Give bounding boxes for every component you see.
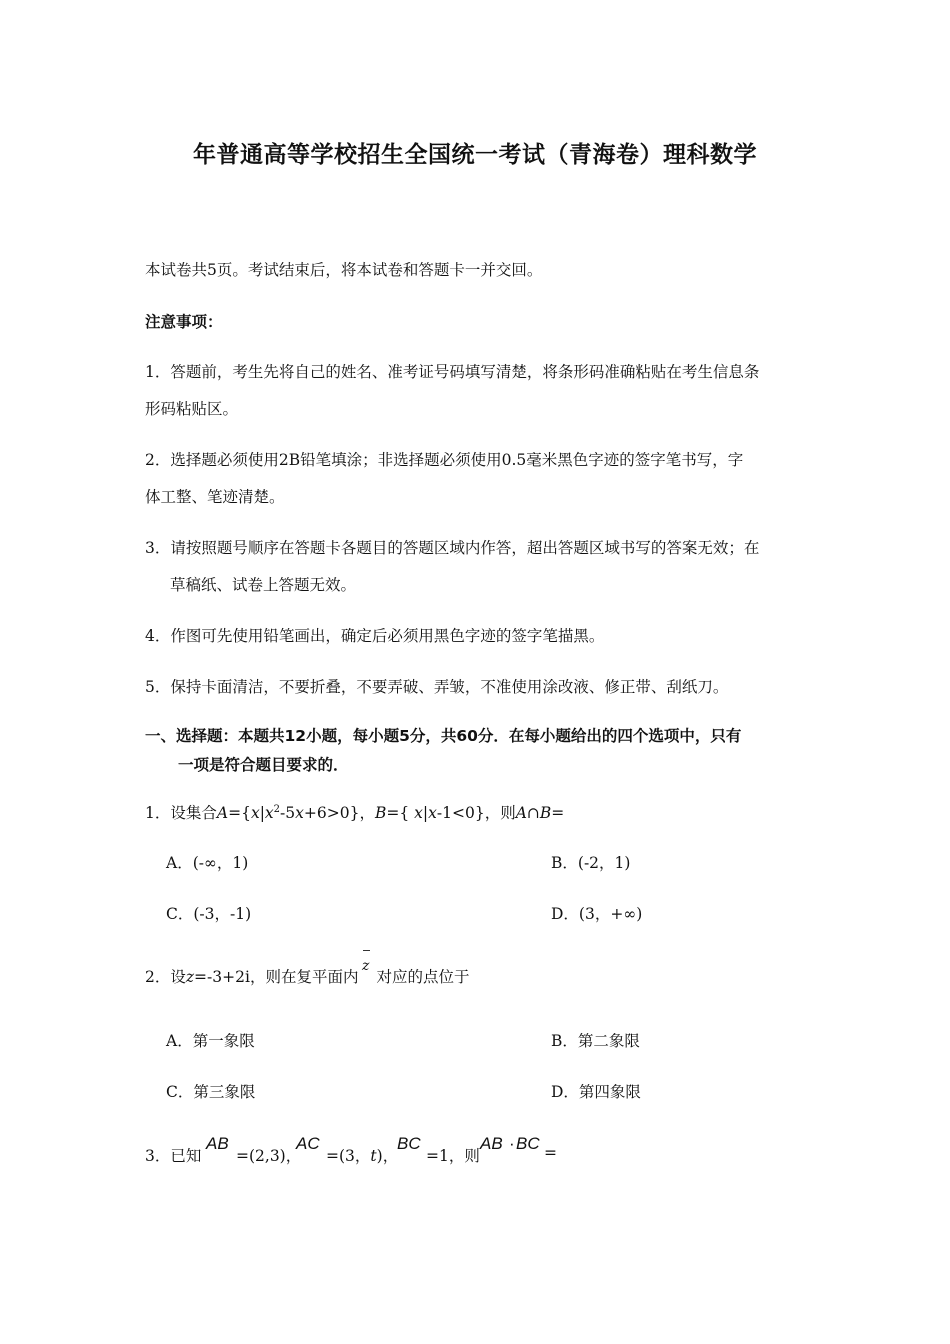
q3-value-ab: =(2,3)， [236, 1147, 302, 1165]
q3-value-ac [326, 1144, 398, 1166]
q1-exponent: 2 [273, 803, 281, 815]
q3-vector-bc: BC [397, 1134, 421, 1153]
q1-var: x [264, 804, 274, 822]
q1-text: | [259, 804, 265, 822]
q3-value-bc: =1，则 [426, 1147, 480, 1165]
q3-dot: · [509, 1134, 515, 1153]
note-1-line2: 形码粘贴区。 [145, 400, 239, 418]
q3-vector-ab: AB [206, 1134, 229, 1153]
section-1-heading-line2: 一项是符合题目要求的． [178, 756, 349, 774]
q1-intersection: A∩B [515, 804, 552, 822]
q2-var-z: z [185, 968, 195, 986]
q1-text: ={ [386, 804, 410, 822]
q2-text: 对应的点位于 [376, 968, 470, 986]
q1-text: -5 [280, 804, 296, 822]
q3-vector-ac: AC [296, 1134, 320, 1153]
exam-title: 年普通高等学校招生全国统一考试（青海卷）理科数学 [193, 142, 757, 168]
q2-option-b: B．第二象限 [551, 1032, 640, 1050]
q1-var: x [250, 804, 260, 822]
question-2 [145, 965, 469, 987]
q2-option-a: A．第一象限 [166, 1032, 255, 1050]
note-3-line1: 3．请按照题号顺序在答题卡各题目的答题区域内作答，超出答题区域书写的答案无效；在 [145, 539, 760, 557]
q3-vector-ab-2: AB [480, 1134, 503, 1153]
note-2-line1: 2．选择题必须使用2B铅笔填涂；非选择题必须使用0.5毫米黑色字迹的签字笔书写，字 [145, 451, 744, 469]
q2-conjugate-z [362, 958, 369, 974]
q1-option-b: B．(-2，1) [551, 854, 631, 872]
q3-vector-bc-2: BC [516, 1134, 540, 1153]
q2-conjugate-z-letter: z [362, 958, 370, 974]
q2-option-d: D．第四象限 [551, 1083, 641, 1101]
note-2-line2: 体工整、笔迹清楚。 [145, 488, 285, 506]
q1-option-c: C．(-3，-1) [166, 905, 252, 923]
q2-prefix: 2．设 [145, 968, 186, 986]
q3-prefix: 3．已知 [145, 1147, 202, 1165]
note-4: 4．作图可先使用铅笔画出，确定后必须用黑色字迹的签字笔描黑。 [145, 627, 605, 645]
note-1-line1: 1．答题前，考生先将自己的姓名、准考证号码填写清楚，将条形码准确粘贴在考生信息条 [145, 363, 760, 381]
q2-option-c: C．第三象限 [166, 1083, 256, 1101]
intro-text: 本试卷共5页。考试结束后，将本试卷和答题卡一并交回。 [145, 261, 543, 279]
note-5: 5．保持卡面清洁，不要折叠，不要弄破、弄皱，不准使用涂改液、修正带、刮纸刀。 [145, 678, 729, 696]
q3-equals: = [544, 1144, 557, 1162]
q1-var: x [414, 804, 423, 822]
q1-text: ={ [228, 804, 251, 822]
q3-text: =(3， [326, 1147, 371, 1165]
q1-text: = [551, 804, 565, 822]
q2-text: =-3+2i，则在复平面内 [194, 968, 359, 986]
q3-text: )， [376, 1147, 399, 1165]
q1-text: | [422, 804, 429, 822]
q1-set-a: A [216, 804, 229, 822]
q1-text: +6>0}， [303, 804, 375, 822]
q1-set-b: B [374, 804, 387, 822]
q3-var-t: t [370, 1147, 377, 1165]
notes-heading: 注意事项： [145, 313, 223, 331]
question-3 [145, 1144, 201, 1166]
q1-option-a: A．(-∞，1) [166, 854, 249, 872]
section-1-heading-line1: 一、选择题：本题共12小题，每小题5分，共60分．在每小题给出的四个选项中，只有 [145, 727, 742, 745]
q1-var: x [428, 804, 437, 822]
question-1 [145, 801, 564, 823]
q1-option-d: D．(3，+∞) [551, 905, 643, 923]
q1-prefix: 1．设集合 [145, 804, 217, 822]
q1-text: -1<0}，则 [436, 804, 516, 822]
note-3-line2: 草稿纸、试卷上答题无效。 [170, 576, 357, 594]
q1-var: x [295, 804, 304, 822]
